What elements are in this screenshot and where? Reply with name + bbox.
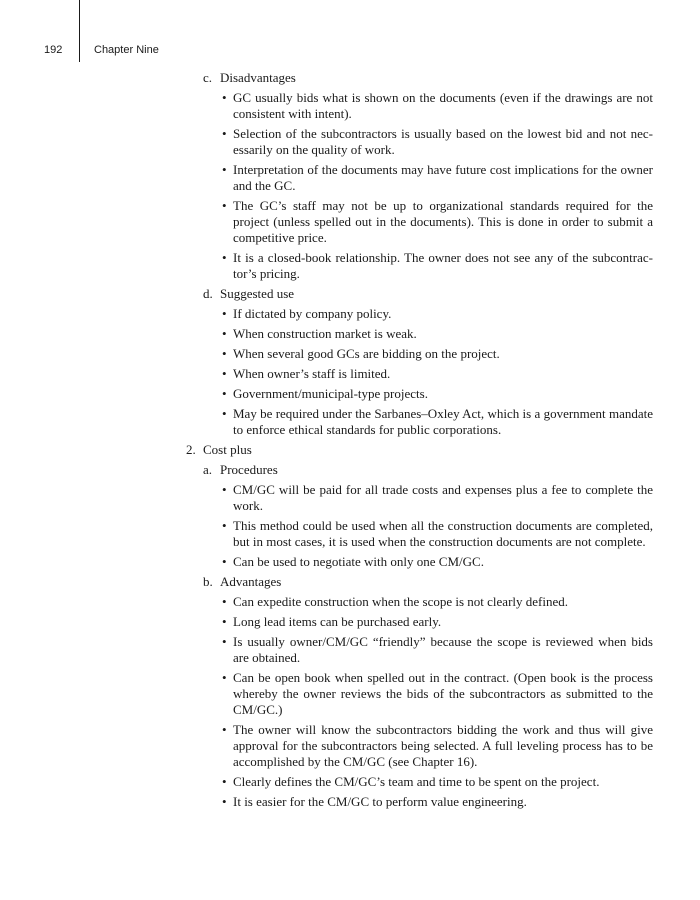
subheading-suggested-use — [186, 286, 653, 302]
list-item: • CM/GC will be paid for all trade costs and expenses plus a fee to complete the work. — [186, 482, 653, 514]
subheading-text: Disadvantages — [220, 70, 296, 85]
subheading-advantages — [186, 574, 653, 590]
list-marker: d. — [203, 286, 213, 301]
page-body — [186, 70, 653, 810]
subheading-disadvantages — [186, 70, 653, 86]
subheading-procedures — [186, 462, 653, 478]
list-item: • Can be open book when spelled out in the contract. (Open book is the process whereby the owner reviews the bids of the subcontractors as submitted to the CM/GC.) — [186, 670, 653, 718]
list-item: • Can be used to negotiate with only one CM/GC. — [186, 554, 653, 570]
list-item: • It is easier for the CM/GC to perform value engineering. — [186, 794, 653, 810]
list-item: • If dictated by company policy. — [186, 306, 653, 322]
list-marker: a. — [203, 462, 213, 477]
list-item: • Interpretation of the documents may have future cost implications for the owner and the GC. — [186, 162, 653, 194]
list-item: • It is a closed-book relationship. The owner does not see any of the subcontractor’s pricing. — [186, 250, 653, 282]
list-item: • When owner’s staff is limited. — [186, 366, 653, 382]
page-number: 192 — [44, 44, 63, 56]
list-item: • Long lead items can be purchased early. — [186, 614, 653, 630]
header-divider — [79, 0, 80, 62]
list-marker: c. — [203, 70, 213, 85]
list-item: • Government/municipal-type projects. — [186, 386, 653, 402]
subheading-text: Advantages — [220, 574, 282, 589]
list-item: • This method could be used when all the construction documents are completed, but in most cases, it is used when the construction documents are not complete. — [186, 518, 653, 550]
heading-cost-plus — [186, 442, 653, 458]
list-item: • The owner will know the subcontractors bidding the work and thus will give approval for the subcontractors being selected. A full leveling process has to be accomplished by the CM/GC (see Chapter 16). — [186, 722, 653, 770]
subheading-text: Procedures — [220, 462, 278, 477]
list-item: • Clearly defines the CM/GC’s team and time to be spent on the project. — [186, 774, 653, 790]
chapter-title: Chapter Nine — [94, 44, 159, 56]
list-marker: b. — [203, 574, 213, 589]
list-item: • Can expedite construction when the scope is not clearly defined. — [186, 594, 653, 610]
subheading-text: Suggested use — [220, 286, 295, 301]
list-marker: 2. — [186, 442, 196, 457]
list-item: • Is usually owner/CM/GC “friendly” because the scope is reviewed when bids are obtained. — [186, 634, 653, 666]
list-item: • When several good GCs are bidding on the project. — [186, 346, 653, 362]
list-item: • Selection of the subcontractors is usually based on the lowest bid and not necessarily on the quality of work. — [186, 126, 653, 158]
list-item: • The GC’s staff may not be up to organizational standards required for the project (unless spelled out in the documents). This is done in order to submit a competitive price. — [186, 198, 653, 246]
list-item: • GC usually bids what is shown on the documents (even if the drawings are not consistent with intent). — [186, 90, 653, 122]
heading-text: Cost plus — [203, 442, 252, 457]
list-item: • May be required under the Sarbanes–Oxley Act, which is a government mandate to enforce ethical standards for public corporations. — [186, 406, 653, 438]
list-item: • When construction market is weak. — [186, 326, 653, 342]
